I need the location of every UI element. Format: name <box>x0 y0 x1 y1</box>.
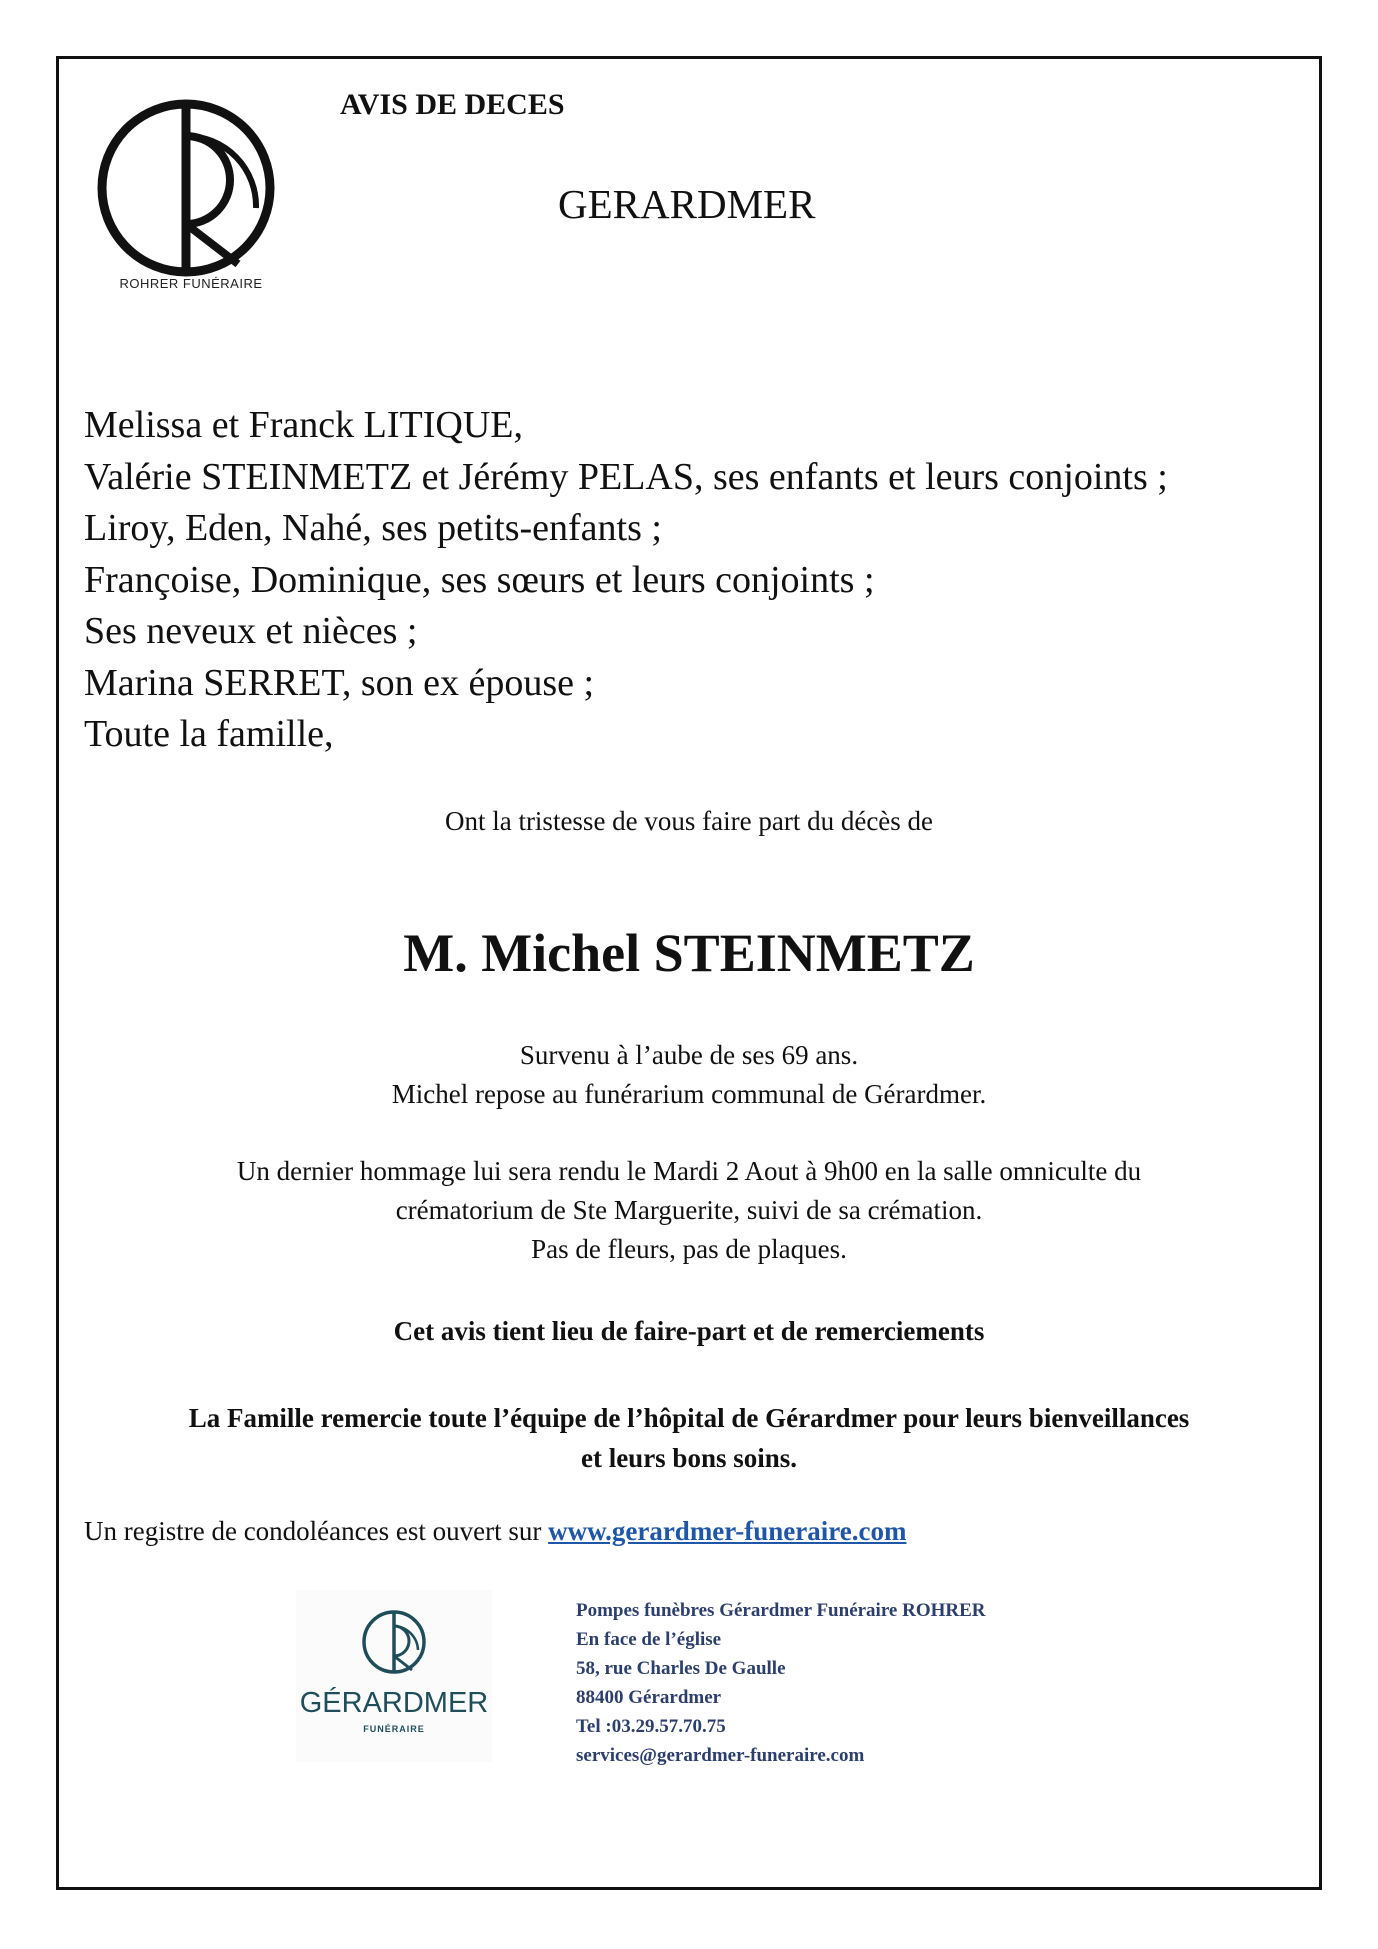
notice-line: Cet avis tient lieu de faire-part et de remerciements <box>393 1316 985 1346</box>
rohrer-logo-icon <box>96 96 286 296</box>
contact-block <box>576 1596 986 1770</box>
family-line: Toute la famille, <box>84 713 334 755</box>
thanks-line: et leurs bons soins. <box>580 1443 798 1473</box>
ceremony-line: crématorium de Ste Marguerite, suivi de sa crémation. <box>395 1195 983 1225</box>
thanks-line: La Famille remercie toute l’équipe de l’hôpital de Gérardmer pour leurs bienveillances <box>188 1403 1190 1433</box>
contact-company: Pompes funèbres Gérardmer Funéraire ROHRER <box>576 1600 986 1621</box>
family-line: Liroy, Eden, Nahé, ses petits-enfants ; <box>84 507 662 549</box>
contact-city: 88400 Gérardmer <box>576 1687 722 1708</box>
logo-caption: ROHRER FUNÉRAIRE <box>119 276 263 291</box>
family-line: Marina SERRET, son ex épouse ; <box>84 661 595 704</box>
contact-email[interactable]: services@gerardmer-funeraire.com <box>576 1745 865 1766</box>
contact-location: En face de l’église <box>576 1629 722 1650</box>
deceased-name: M. Michel STEINMETZ <box>403 923 975 983</box>
ceremony-line: Un dernier hommage lui sera rendu le Mardi 2 Aout à 9h00 en la salle omniculte du <box>236 1156 1142 1186</box>
notice-heading: AVIS DE DECES <box>340 88 565 121</box>
registry-text: Un registre de condoléances est ouvert sur <box>84 1516 542 1546</box>
family-list <box>84 400 1168 761</box>
gerardmer-funeraire-logo-icon <box>296 1590 492 1762</box>
contact-phone: Tel :03.29.57.70.75 <box>576 1716 726 1737</box>
registry-line <box>84 1516 906 1547</box>
flowers-line: Pas de fleurs, pas de plaques. <box>531 1234 847 1264</box>
family-line: Françoise, Dominique, ses sœurs et leurs conjoints ; <box>84 558 875 601</box>
registry-link[interactable]: www.gerardmer-funeraire.com <box>548 1516 907 1546</box>
family-line: Valérie STEINMETZ et Jérémy PELAS, ses enfants et leurs conjoints ; <box>84 455 1168 498</box>
family-line: Ses neveux et nièces ; <box>84 610 418 652</box>
logo-subtitle: FUNÉRAIRE <box>363 1724 425 1734</box>
details-block <box>60 1036 1318 1114</box>
age-line: Survenu à l’aube de ses 69 ans. <box>519 1040 859 1070</box>
family-line: Melissa et Franck LITIQUE, <box>84 404 523 446</box>
contact-street: 58, rue Charles De Gaulle <box>576 1658 786 1679</box>
ceremony-block <box>60 1152 1318 1269</box>
city-title: GERARDMER <box>558 181 816 227</box>
thanks-block <box>60 1398 1318 1478</box>
logo-name: GÉRARDMER <box>299 1687 489 1719</box>
announcement-intro: Ont la tristesse de vous faire part du décès de <box>444 806 934 836</box>
rest-line: Michel repose au funérarium communal de Gérardmer. <box>391 1079 987 1109</box>
